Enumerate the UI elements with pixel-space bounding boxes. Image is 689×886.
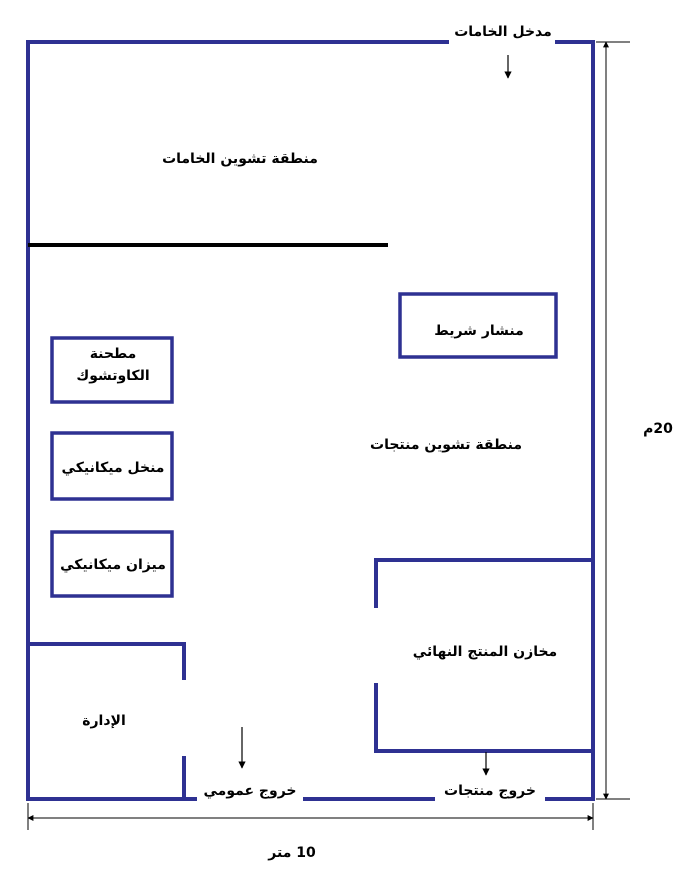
products-staging-area-label: منطقة تشوين منتجات [370, 437, 522, 453]
administration-label: الإدارة [82, 713, 126, 729]
raw-entrance-label: مدخل الخامات [454, 24, 552, 40]
general-exit-label: خروج عمومي [203, 783, 297, 799]
width-dimension-label: 10 متر [268, 845, 316, 861]
products-exit-label: خروج منتجات [444, 783, 536, 799]
mechanical-scale-label: ميزان ميكانيكي [60, 557, 166, 573]
raw-staging-area-label: منطقة تشوين الخامات [162, 151, 318, 167]
mechanical-sieve-label: منخل ميكانيكي [61, 460, 165, 476]
length-dimension-line [596, 42, 630, 799]
rubber-mill-label-line2: الكاوتشوك [76, 368, 150, 384]
band-saw-label: منشار شريط [434, 323, 524, 339]
rubber-mill-label-line1: مطحنة [89, 346, 137, 362]
final-product-stores-label: مخازن المنتج النهائي [412, 644, 558, 660]
width-dimension-line [28, 803, 593, 830]
length-dimension-label: 20م [643, 421, 673, 437]
